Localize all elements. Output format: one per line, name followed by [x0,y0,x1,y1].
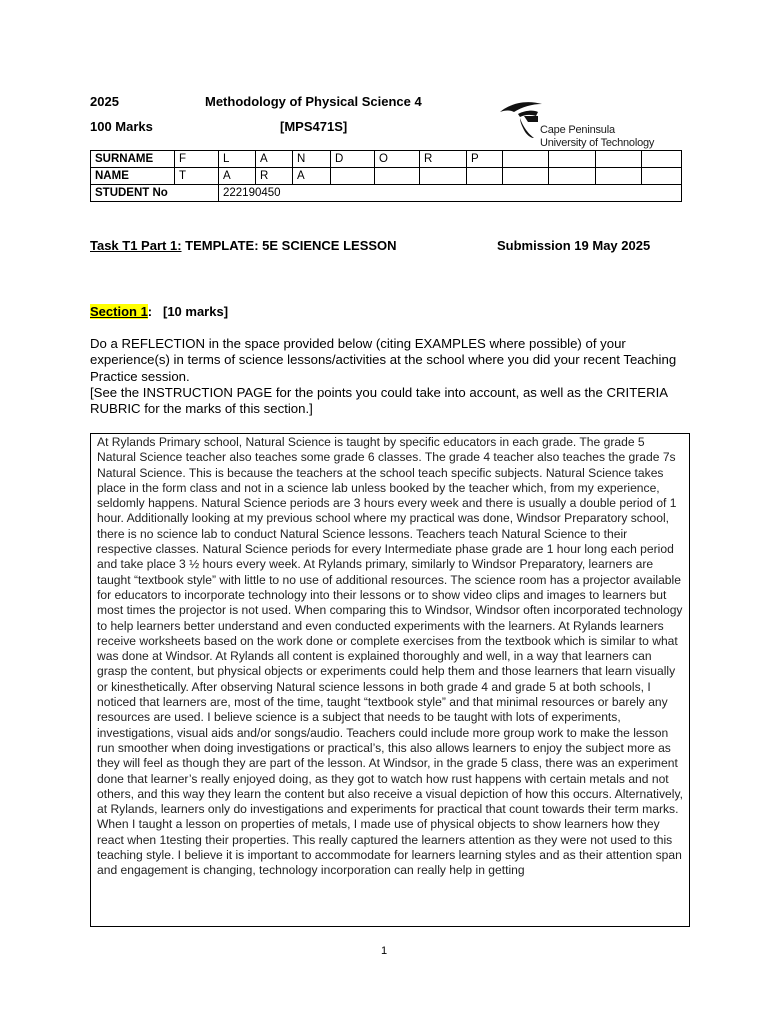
name-cell [331,168,375,185]
surname-row [91,151,682,168]
name-cell [549,168,596,185]
submission-date: Submission 19 May 2025 [497,238,651,253]
instruction-note: [See the INSTRUCTION PAGE for the points you could take into account, as well as the CRITERIA RUBRIC for the marks of this section.] [90,384,668,417]
name-cell: A [293,168,331,185]
name-cell [503,168,549,185]
student-no-label: STUDENT No [91,185,219,202]
name-cell [375,168,420,185]
surname-cell: L [219,151,256,168]
student-no-row [91,185,682,202]
task-heading [90,238,397,253]
section-heading [90,304,228,319]
name-cell: A [219,168,256,185]
year: 2025 [90,94,119,109]
surname-cell [503,151,549,168]
name-cell [596,168,642,185]
name-cell [467,168,503,185]
student-details-table [90,150,682,202]
surname-cell: A [256,151,293,168]
surname-cell: R [420,151,467,168]
reflection-box [90,433,690,927]
course-code: [MPS471S] [280,119,348,134]
instruction-paragraph: Do a REFLECTION in the space provided below (citing EXAMPLES where possible) of your experience(s) in terms of science lessons/activities at the school where you did your recent Teaching Practice session. [90,336,677,384]
section-label: Section 1 [90,304,148,319]
surname-cell: F [175,151,219,168]
name-cell [420,168,467,185]
task-prefix: Task T1 Part 1: [90,238,182,253]
name-cell: R [256,168,293,185]
reflection-text: At Rylands Primary school, Natural Science is taught by specific educators in each grade. The grade 5 Natural Science teacher also teaches some grade 6 classes. The grade 4 teacher also teaches the grade 7s Natural Science. This is because the teachers at the school teach specific subjects. Natural Science takes place in the form class and not in a science lab unless booked by the teacher which, from my experience, seldomly happens. Natural Science periods are 3 hours every week and there is usually a double period of 1 hour. Additionally looking at my previous school where my practical was done, Windsor Preparatory school, there is no science lab to conduct Natural Science lessons. Teachers teach Natural Science to their respective classes. Natural Science periods for every Intermediate phase grade are 1 hour long each period and take place 3 ½ hours every week. At Rylands primary, similarly to Windsor Preparatory, learners are taught “textbook style” with little to no use of additional resources. The science room has a projector available for educators to incorporate technology into their lessons or to show video clips and images to learners but most times the projector is not used. When comparing this to Windsor, Windsor often incorporated technology to help learners better understand and even conducted experiments with the learners. At Rylands learners receive worksheets based on the work done or complete exercises from the textbook which is similar to what was done at Windsor. At Rylands all content is explained thoroughly and well, in a way that learners can grasp the content, but physical objects or experiments could help them and those learners that learn visually or kinesthetically. After observing Natural science lessons in both grade 4 and grade 5 at both schools, I noticed that learners are, most of the time, taught “textbook style” and that minimal resources or barely any resources are used. I believe science is a subject that needs to be taught with lots of experiments, investigations, visual aids and/or songs/audio. Teachers could include more group work to make the lesson run smoother when doing investigations or practical’s, this also allows learners to enjoy the subject more as they will feel as though they are part of the lesson. At Windsor, in the grade 5 class, there was an experiment done that learner’s really enjoyed doing, as they got to watch how rust happens with certain metals and not others, and this way they learn the content but also receive a visual depiction of how this occurs. Alternatively, at Rylands, learners only do investigations and experiments for practical that count towards their term marks. When I taught a lesson on properties of metals, I made use of physical objects to show learners how they react when 1testing their properties. This really captured the learners attention as they were not used to this teaching style. I believe it is important to accommodate for learners learning styles and as their attention span and engagement is changing, technology incorporation can really help in getting [97,435,683,878]
name-cell: T [175,168,219,185]
surname-cell [642,151,682,168]
course-title: Methodology of Physical Science 4 [205,94,422,109]
page-number: 1 [380,945,388,957]
cput-logo [498,98,668,152]
instructions [90,336,680,417]
task-title: TEMPLATE: 5E SCIENCE LESSON [181,238,397,253]
student-no-value: 222190450 [219,185,682,202]
section-colon: : [147,304,153,319]
surname-cell [596,151,642,168]
section-marks: [10 marks] [162,304,229,319]
logo-line-2: University of Technology [540,137,655,149]
surname-cell: D [331,151,375,168]
name-cell [642,168,682,185]
total-marks: 100 Marks [90,119,153,134]
surname-cell: O [375,151,420,168]
name-label: NAME [91,168,175,185]
logo-line-1: Cape Peninsula [540,124,615,136]
name-row [91,168,682,185]
surname-cell [549,151,596,168]
surname-label: SURNAME [91,151,175,168]
surname-cell: N [293,151,331,168]
surname-cell: P [467,151,503,168]
